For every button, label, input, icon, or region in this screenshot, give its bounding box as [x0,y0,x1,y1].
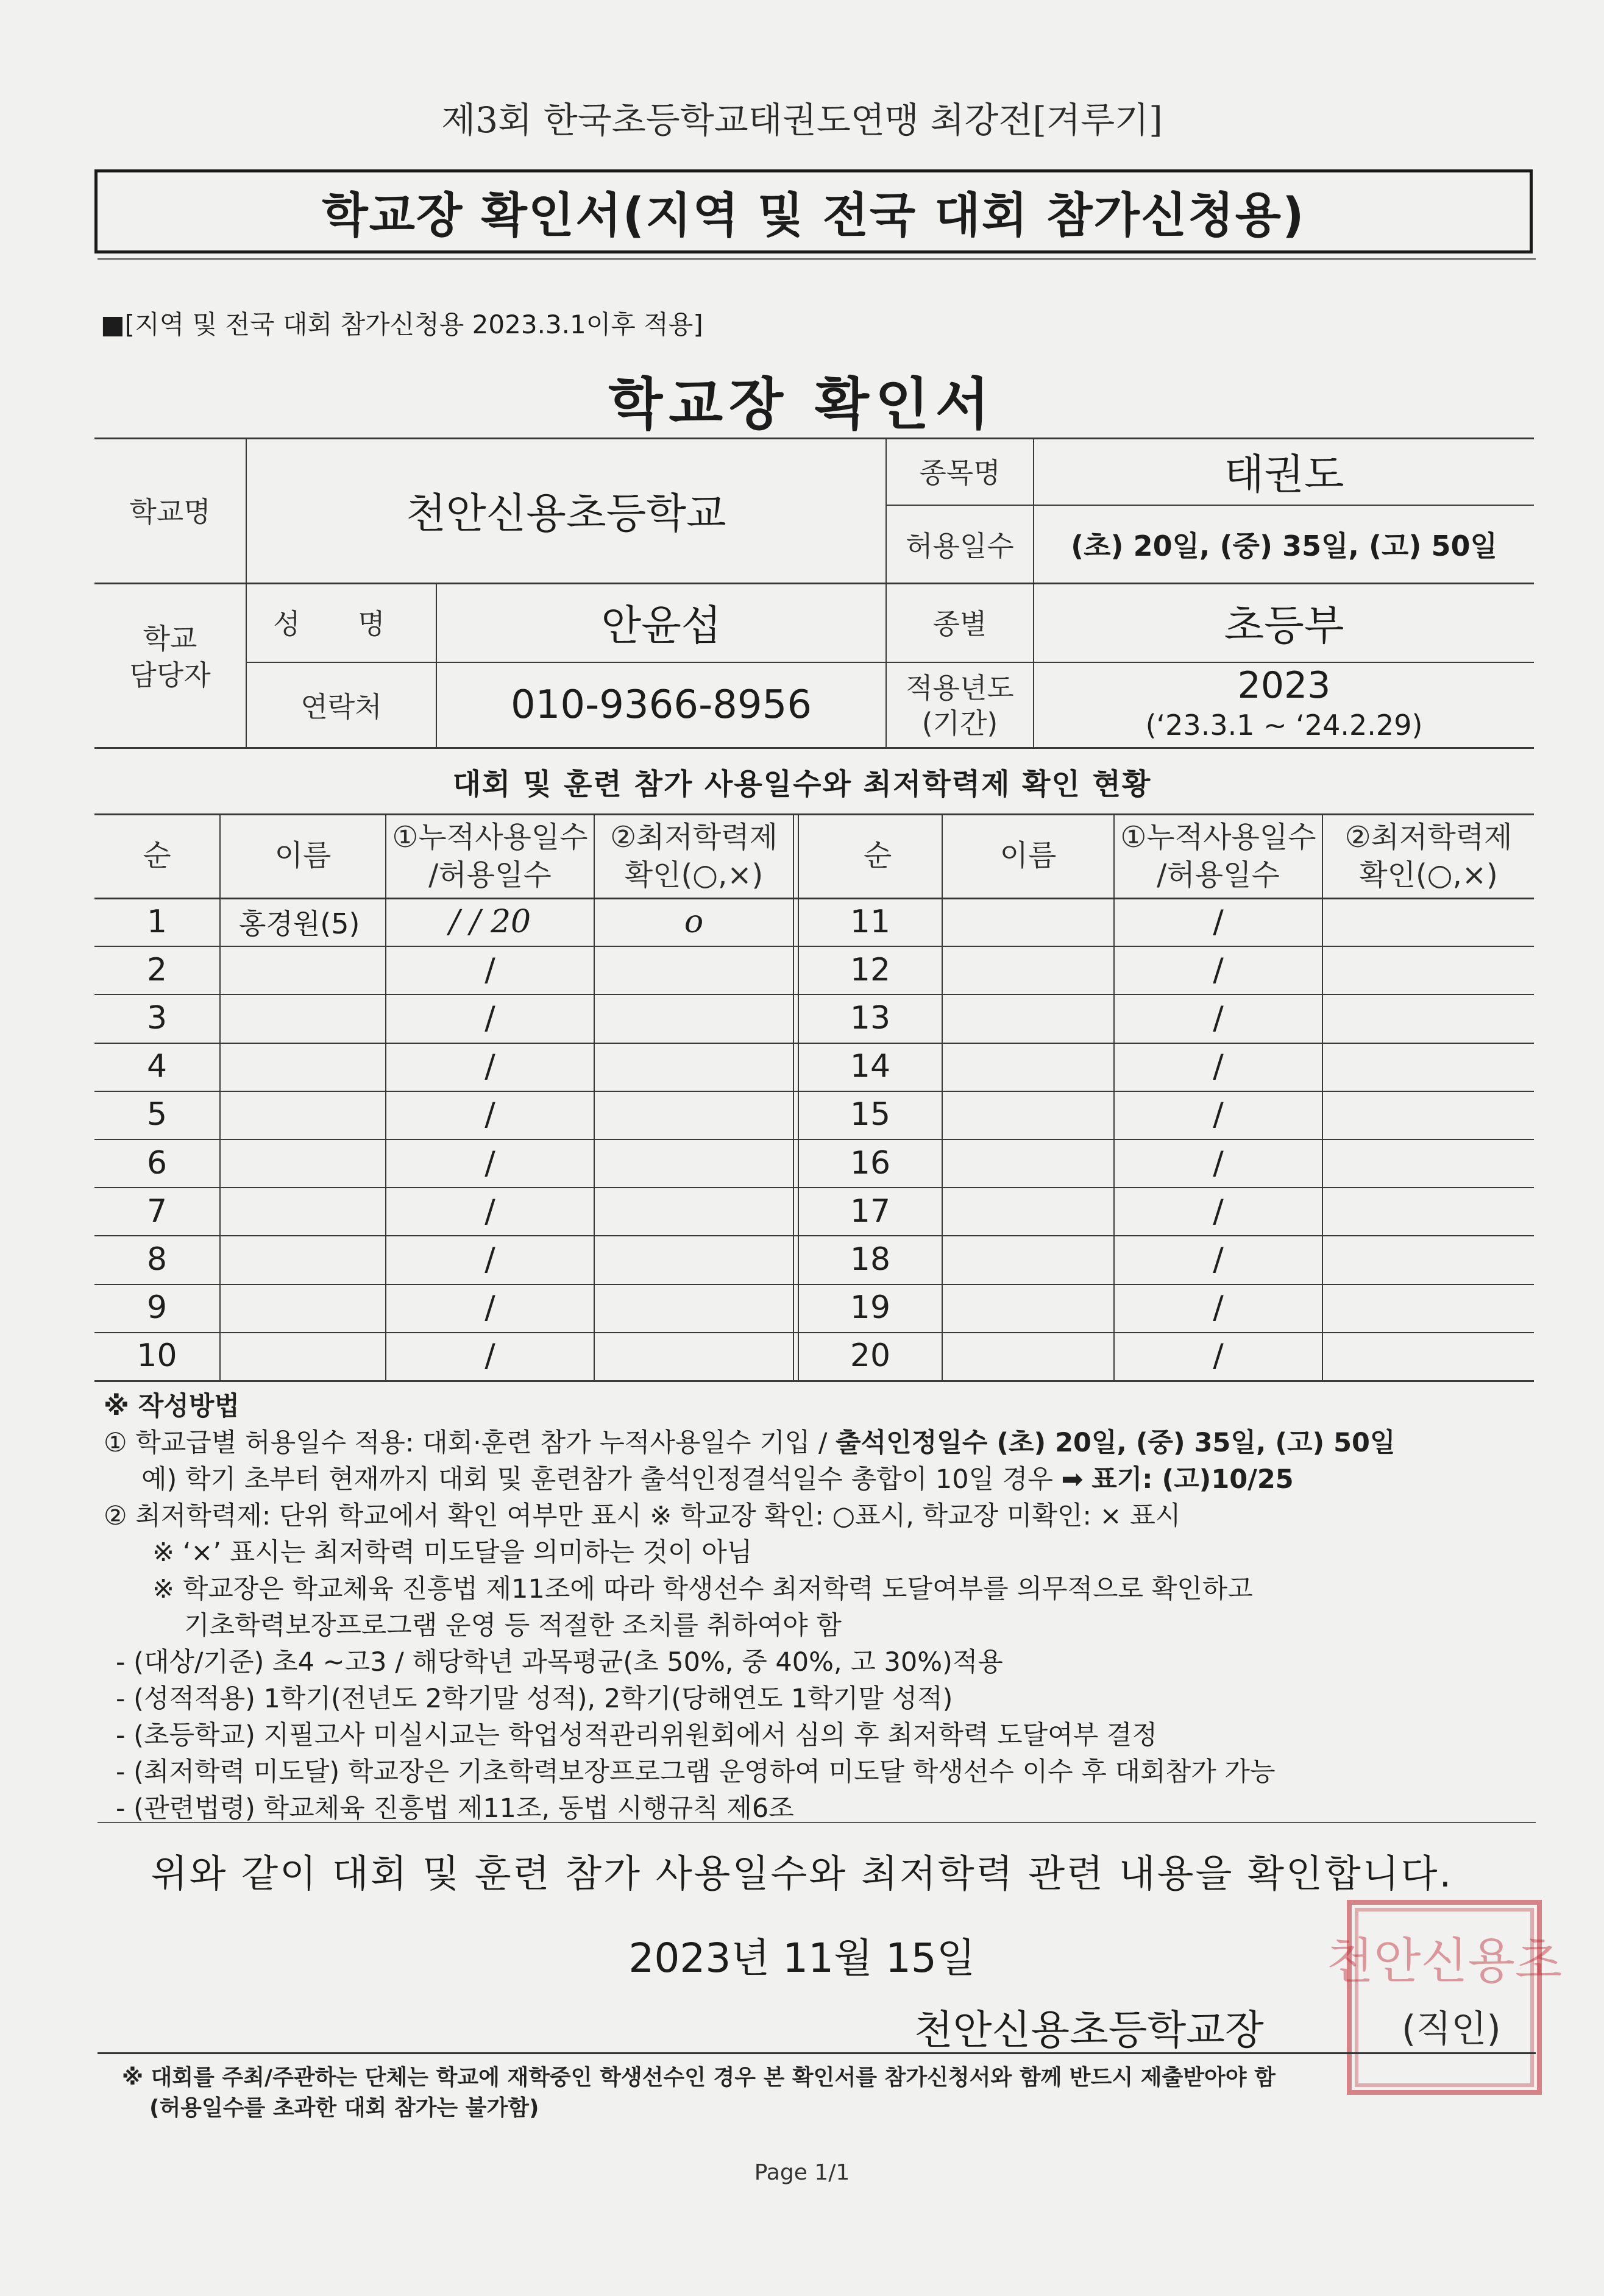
row-days: / [484,999,495,1036]
note-1-example-text: 예) 학기 초부터 현재까지 대회 및 훈련참가 출석인정결석일수 총합이 10일 경우 ➡ [141,1464,1092,1495]
col-header-name: 이름 [274,838,332,873]
row-number: 10 [137,1338,177,1375]
applied-period: (‘23.3.1 ~ ‘24.2.29) [1145,709,1423,742]
grid-line [793,813,794,1380]
row-check [1323,1332,1534,1380]
row-name [943,898,1113,946]
col-header-min-line2: 확인(○,×) [624,858,764,892]
year-label-line2: (기간) [921,707,998,740]
row-days: / [484,1096,495,1133]
row-name [221,1043,385,1091]
row-days: / [484,1289,495,1327]
row-check [1323,1043,1534,1091]
row-check [595,1187,793,1235]
row-name [221,1091,385,1139]
footnote-line1: ※ 대회를 주최/주관하는 단체는 학교에 재학중인 학생선수인 경우 본 확인서를 참가신청서와 함께 반드시 제출받아야 함 [122,2065,1276,2090]
confirmation-statement: 위와 같이 대회 및 훈련 참가 사용일수와 최저학력 관련 내용을 확인합니다. [151,1851,1453,1896]
note-7: - (성적적용) 1학기(전년도 2학기말 성적), 2학기(당해연도 1학기말 성적) [116,1684,953,1714]
row-days: / [1213,1241,1224,1278]
row-name [943,1043,1113,1091]
row-name [221,1235,385,1283]
row-check [1323,898,1534,946]
row-days: / [484,1192,495,1230]
row-name: 홍경원(5) [239,907,360,940]
row-number: 8 [146,1241,168,1278]
col-header-min-right-line1: ②최저학력제 [1344,820,1513,854]
row-check [1323,1091,1534,1139]
grid-line [94,1380,1534,1382]
note-3: ※ ‘×’ 표시는 최저학력 미도달을 의미하는 것이 아님 [152,1537,753,1568]
row-days: / [1213,951,1224,988]
row-days: / [484,1048,495,1085]
col-header-days [386,818,594,894]
row-check [1323,1139,1534,1187]
row-name [221,1284,385,1332]
row-number: 1 [146,903,168,940]
allowed-days-value: (초) 20일, (중) 35일, (고) 50일 [1071,530,1497,562]
row-number: 3 [146,999,168,1036]
row-days: / [484,1338,495,1375]
principal-title: 천안신용초등학교장 [914,2007,1264,2053]
col-header-days-right-line1: ①누적사용일수 [1120,820,1316,854]
row-days: / [484,1241,495,1278]
row-number: 17 [850,1192,891,1230]
page-number: Page 1/1 [754,2160,850,2185]
row-check [1323,946,1534,994]
row-number: 16 [850,1144,891,1182]
row-check: o [684,903,704,940]
note-8: - (초등학교) 지필고사 미실시교는 학업성적관리위원회에서 심의 후 최저학력 도달여부 결정 [116,1720,1157,1751]
division-label: 종별 [932,608,987,640]
row-check [595,1284,793,1332]
col-header-min [595,818,793,894]
row-number: 20 [850,1338,891,1375]
section-title: 대회 및 훈련 참가 사용일수와 최저학력제 확인 현황 [452,767,1152,801]
row-days: / [1213,1048,1224,1085]
row-check [595,1043,793,1091]
footnote [122,2063,1511,2124]
row-name [221,1332,385,1380]
contact-label-line1: 학교 [143,622,197,655]
contact-label-line2: 담당자 [129,659,211,692]
row-check [1323,994,1534,1042]
row-name [943,1139,1113,1187]
row-number: 15 [850,1096,891,1133]
row-days: / [484,1144,495,1182]
seal-label: (직인) [1402,2008,1501,2050]
row-name [943,1187,1113,1235]
row-name [221,1187,385,1235]
row-number: 14 [850,1048,891,1085]
note-1-example-bold: 표기: (고)10/25 [1091,1464,1294,1495]
row-days: / [1213,1289,1224,1327]
year-value [1034,664,1534,743]
row-name [943,1235,1113,1283]
info-table [94,438,1534,747]
year-label [887,670,1033,741]
row-check [595,1091,793,1139]
row-name [943,1332,1113,1380]
col-header-days-right [1115,818,1322,894]
row-name [221,946,385,994]
note-10: - (관련법령) 학교체육 진흥법 제11조, 동법 시행규칙 제6조 [116,1793,794,1824]
row-days: / [1213,1096,1224,1133]
usage-note: ■[지역 및 전국 대회 참가신청용 2023.3.1이후 적용] [101,310,703,339]
division-value: 초등부 [1224,601,1344,650]
row-number: 13 [850,999,891,1036]
note-4: ※ 학교장은 학교체육 진흥법 제11조에 따라 학생선수 최저학력 도달여부를 의무적으로 확인하고 [152,1574,1253,1604]
note-1-bold: 출석인정일수 (초) 20일, (중) 35일, (고) 50일 [836,1428,1396,1458]
row-number: 6 [146,1144,168,1182]
page-title: 학교장 확인서 [608,372,996,437]
stamp-glyphs: 천안신용초 [1326,1933,1563,1990]
col-header-no: 순 [143,838,171,873]
col-header-name-right: 이름 [999,838,1057,873]
footnote-line2: (허용일수를 초과한 대회 참가는 불가함) [149,2096,539,2121]
row-name [943,1091,1113,1139]
row-days: / [1213,1192,1224,1230]
divider [98,2052,1536,2054]
divider [98,258,1536,260]
note-5: 기초학력보장프로그램 운영 등 적절한 조치를 취하여야 함 [184,1610,842,1641]
applied-year: 2023 [1237,664,1331,707]
name-label: 성 명 [273,608,410,640]
writing-instructions [104,1388,1530,1827]
row-check [595,1332,793,1380]
row-check [1323,1187,1534,1235]
row-number: 5 [146,1096,168,1133]
divider [98,1822,1536,1823]
note-6: - (대상/기준) 초4 ~고3 / 해당학년 과목평균(초 50%, 중 40%, 고 30%)적용 [116,1647,1003,1678]
row-number: 12 [850,951,891,988]
col-header-no-right: 순 [863,838,892,873]
row-number: 4 [146,1048,168,1085]
note-9: - (최저학력 미도달) 학교장은 기초학력보장프로그램 운영하여 미도달 학생선수 이수 후 대회참가 가능 [116,1757,1276,1787]
row-name [943,994,1113,1042]
col-header-min-right [1323,818,1534,894]
note-1 [104,1425,1530,1461]
row-check [595,1139,793,1187]
school-label: 학교명 [129,495,211,528]
row-check [1323,1235,1534,1283]
sport-value: 태권도 [1224,450,1344,499]
row-days: / [1213,1338,1224,1375]
row-name [221,1139,385,1187]
row-days: / [484,951,495,988]
row-days: / [1213,999,1224,1036]
row-days: / [1213,903,1224,940]
contact-name: 안윤섭 [601,601,722,650]
school-name: 천안신용초등학교 [406,489,726,538]
row-days: / / 20 [449,903,531,940]
row-number: 19 [850,1289,891,1327]
row-number: 7 [146,1192,168,1230]
note-1-example [104,1461,1530,1498]
col-header-days-right-line2: /허용일수 [1157,858,1280,892]
row-number: 18 [850,1241,891,1278]
event-title: 제3회 한국초등학교태권도연맹 최강전[겨루기] [441,99,1163,141]
contact-label [94,620,246,693]
col-header-min-line1: ②최저학력제 [610,820,778,854]
note-2: ② 최저학력제: 단위 학교에서 확인 여부만 표시 ※ 학교장 확인: ○표시, 학교장 미확인: × 표시 [104,1501,1181,1531]
row-check [595,946,793,994]
year-label-line1: 적용년도 [906,671,1014,704]
sport-label: 종목명 [919,456,1001,489]
row-number: 11 [850,903,891,940]
col-header-days-line1: ①누적사용일수 [392,820,588,854]
row-days: / [1213,1144,1224,1182]
contact-phone: 010-9366-8956 [510,682,812,728]
phone-label: 연락처 [300,690,382,723]
row-name [943,946,1113,994]
col-header-days-line2: /허용일수 [428,858,552,892]
col-header-min-right-line2: 확인(○,×) [1359,858,1498,892]
row-number: 9 [146,1289,168,1327]
row-check [595,994,793,1042]
participants-table [94,813,1534,1380]
allowed-days-label: 허용일수 [906,530,1014,562]
row-number: 2 [146,951,168,988]
row-check [1323,1284,1534,1332]
note-1-text: ① 학교급별 허용일수 적용: 대회·훈련 참가 누적사용일수 기입 / [104,1428,836,1458]
row-name [943,1284,1113,1332]
boxed-title: 학교장 확인서(지역 및 전국 대회 참가신청용) [94,169,1533,253]
row-name [221,994,385,1042]
issue-date: 2023년 11월 15일 [628,1935,976,1982]
notes-heading: ※ 작성방법 [104,1391,240,1422]
row-check [595,1235,793,1283]
